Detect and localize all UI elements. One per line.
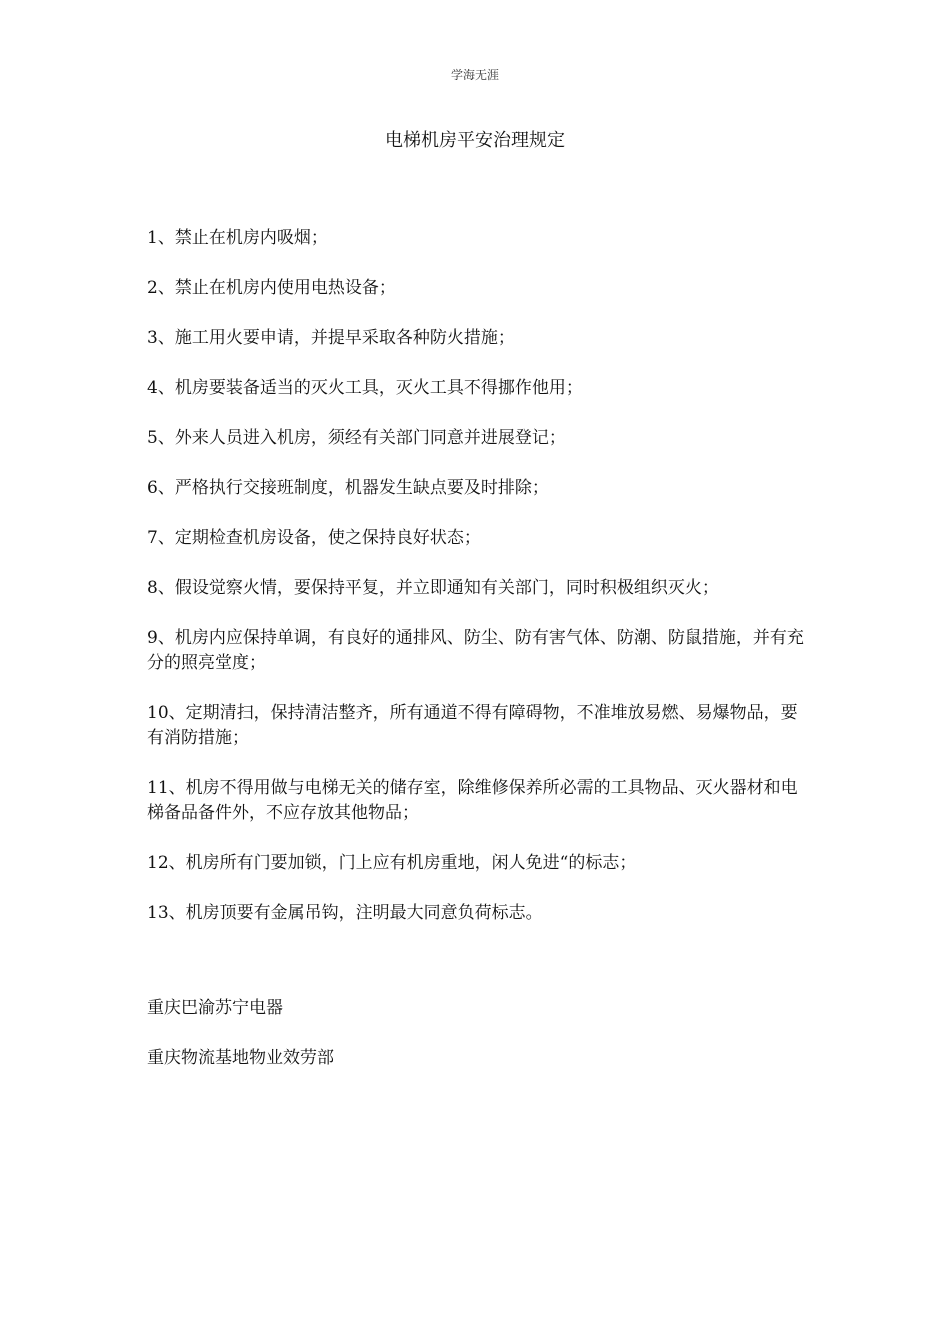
rule-item-8: 8、假设觉察火情，要保持平复，并立即通知有关部门，同时积极组织灭火；: [147, 578, 719, 598]
organization-name: 重庆巴渝苏宁电器: [147, 998, 283, 1018]
rule-item-11: 11、机房不得用做与电梯无关的储存室，除维修保养所必需的工具物品、灭火器材和电梯备品备件外，不应存放其他物品；: [147, 778, 798, 823]
rule-item-10: 10、定期清扫，保持清洁整齐，所有通道不得有障碍物，不准堆放易燃、易爆物品，要有消防措施；: [147, 703, 798, 748]
document-title: 电梯机房平安治理规定: [385, 130, 565, 151]
rule-item-7: 7、定期检查机房设备，使之保持良好状态；: [147, 528, 481, 548]
rule-item-12: 12、机房所有门要加锁，门上应有机房重地，闲人免进“的标志；: [147, 853, 637, 873]
rule-item-5: 5、外来人员进入机房，须经有关部门同意并进展登记；: [147, 428, 566, 448]
page-header: 学海无涯: [450, 68, 499, 82]
rule-item-1: 1、禁止在机房内吸烟；: [147, 228, 328, 248]
rule-item-3: 3、施工用火要申请，并提早采取各种防火措施；: [147, 328, 515, 348]
rule-item-4: 4、机房要装备适当的灭火工具，灭火工具不得挪作他用；: [147, 378, 583, 398]
rule-item-2: 2、禁止在机房内使用电热设备；: [147, 278, 396, 298]
department-name: 重庆物流基地物业效劳部: [147, 1048, 334, 1068]
rule-item-13: 13、机房顶要有金属吊钩，注明最大同意负荷标志。: [147, 903, 543, 923]
rule-item-9: 9、机房内应保持单调，有良好的通排风、防尘、防有害气体、防潮、防鼠措施，并有充分的照亮堂度；: [147, 628, 804, 673]
rules-list: [147, 226, 807, 951]
rule-item-6: 6、严格执行交接班制度，机器发生缺点要及时排除；: [147, 478, 549, 498]
signature-block: [147, 996, 807, 1096]
